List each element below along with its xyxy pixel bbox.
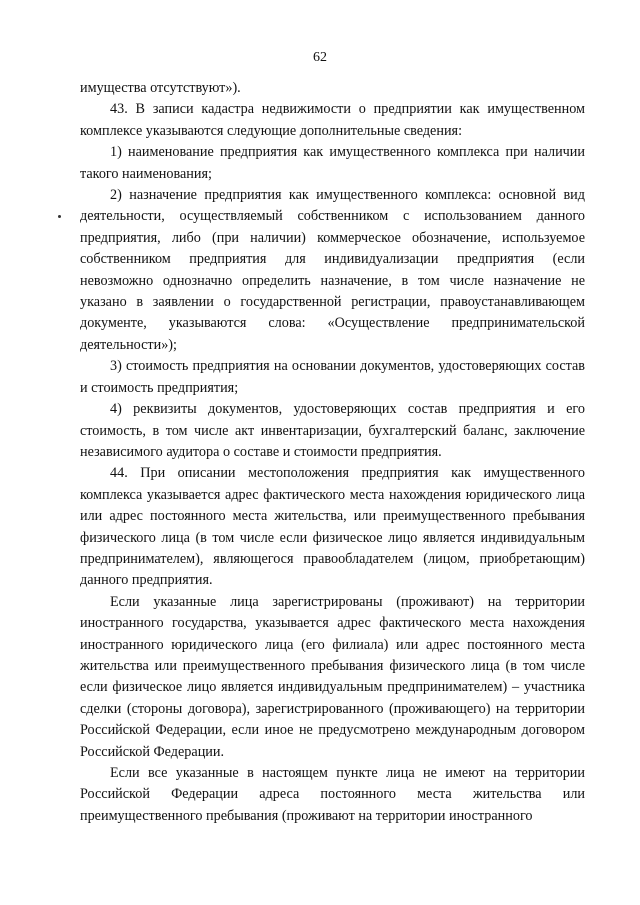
page-number: 62 (313, 50, 327, 65)
paragraph-subitem-1: 1) наименование предприятия как имущественного комплекса при наличии такого наименования; (80, 144, 585, 182)
paragraph-no-address: Если все указанные в настоящем пункте лица не имеют на территории Российской Федерации адреса постоянного места жительства или преимущественного пребывания (проживают на территории иностранного (80, 765, 585, 824)
paragraph-foreign-residence: Если указанные лица зарегистрированы (проживают) на территории иностранного государства, указывается адрес фактического места нахождения иностранного юридического лица (его филиала) или адрес постоянного места жительства или преимущественного пребывания физического лица (в том числе если физическое лицо является индивидуальным предпринимателем) – участника сделки (стороны договора), зарегистрированного (проживающего) на территории Российской Федерации, если иное не предусмотрено международным договором Российской Федерации. (80, 593, 585, 760)
paragraph-item-43: 43. В записи кадастра недвижимости о предприятии как имущественном комплексе указываются следующие дополнительные сведения: (80, 101, 585, 139)
paragraph-subitem-2: 2) назначение предприятия как имущественного комплекса: основной вид деятельности, осуществляемый собственником с использованием данного предприятия, либо (при наличии) коммерческое обозначение, используемое собственником предприятия для индивидуализации предприятия (если невозможно однозначно определить назначение, в том числе назначение не указано в заявлении о государственной регистрации, правоустанавливающем документе, указываются слова: «Осуществление предпринимательской деятельности»); (80, 187, 585, 353)
paragraph-continuation: имущества отсутствуют»). (80, 80, 241, 96)
paragraph-item-44: 44. При описании местоположения предприятия как имущественного комплекса указывается адрес фактического места нахождения юридического лица или адрес постоянного места жительства, или преимущественного пребывания физического лица (в том числе если физическое лицо является индивидуальным предпринимателем), являющегося правообладателем (лицом, приобретающим) данного предприятия. (80, 465, 585, 589)
scan-speck (58, 215, 61, 218)
paragraph-subitem-3: 3) стоимость предприятия на основании документов, удостоверяющих состав и стоимость предприятия; (80, 358, 585, 396)
document-body (80, 78, 585, 827)
paragraph-subitem-4: 4) реквизиты документов, удостоверяющих состав предприятия и его стоимость, в том числе акт инвентаризации, бухгалтерский баланс, заключение независимого аудитора о составе и стоимости предприятия. (80, 401, 585, 460)
